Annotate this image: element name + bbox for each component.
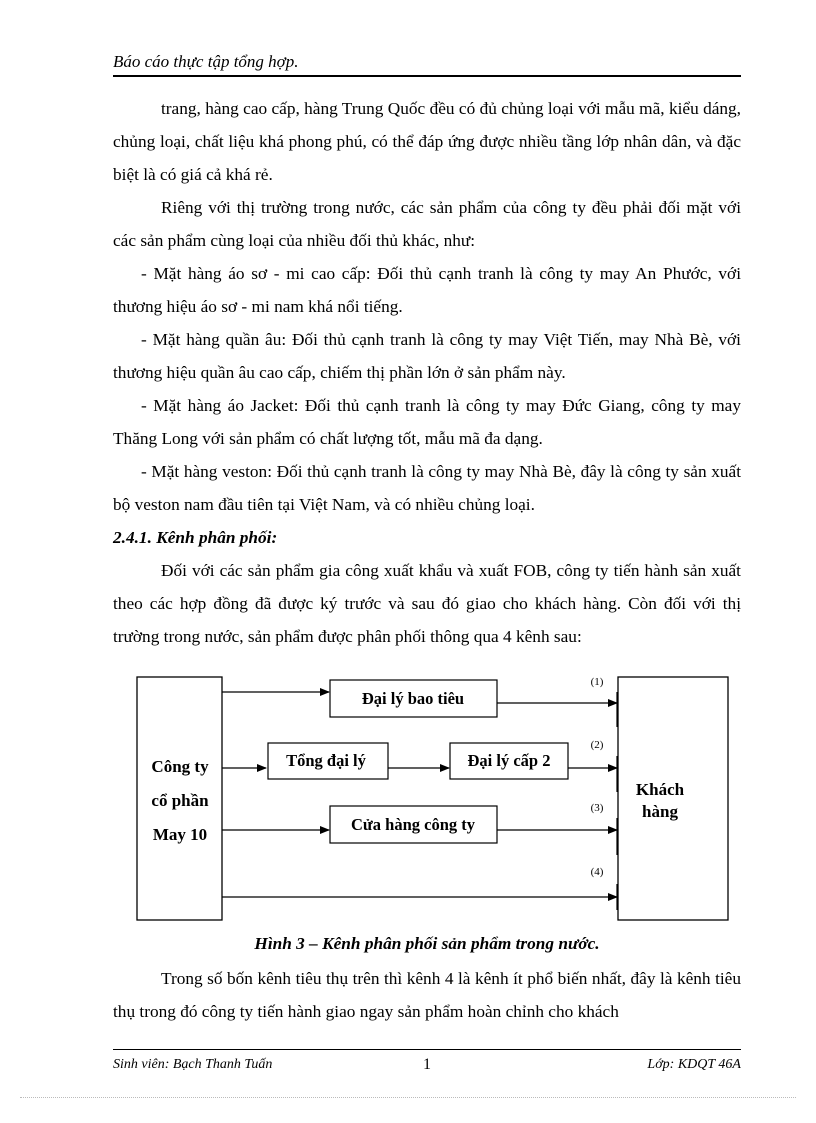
paragraph-continuation: trang, hàng cao cấp, hàng Trung Quốc đều có đủ chủng loại với mẫu mã, kiểu dáng, chủng loại, chất liệu khá phong phú, có thể đáp ứng được nhiều tầng lớp nhân dân, và đặc biệt là có giá cả khá rẻ.: [113, 99, 741, 184]
customer-label-line-2: hàng: [642, 802, 678, 821]
paragraph-domestic-market: Riêng với thị trường trong nước, các sản phẩm của công ty đều phải đối mặt với các sản phẩm cùng loại của nhiều đối thủ khác, như:: [113, 198, 741, 250]
section-heading: 2.4.1. Kênh phân phối:: [113, 528, 278, 547]
body-bottom: [113, 962, 741, 1028]
competitor-jacket: - Mặt hàng áo Jacket: Đối thủ cạnh tranh là công ty may Đức Giang, công ty may Thăng Long với sản phẩm có chất lượng tốt, mẫu mã đa dạng.: [113, 396, 741, 448]
agent-bao-tieu-label: Đại lý bao tiêu: [361, 689, 465, 708]
company-label-line-2: cổ phần: [151, 791, 209, 810]
competitor-trousers: - Mặt hàng quần âu: Đối thủ cạnh tranh là công ty may Việt Tiến, may Nhà Bè, với thương hiệu quần âu cao cấp, chiếm thị phần lớn ở sản phẩm này.: [113, 330, 741, 382]
page-edge-dotted-line: [20, 1097, 796, 1098]
competitor-shirt: - Mặt hàng áo sơ - mi cao cấp: Đối thủ cạnh tranh là công ty may An Phước, với thương hiệu áo sơ - mi nam khá nổi tiếng.: [113, 264, 741, 316]
company-label-line-3: May 10: [152, 825, 208, 844]
class-code: Lớp: KDQT 46A: [647, 1057, 741, 1072]
footer-rule: [113, 1049, 741, 1050]
tong-dai-ly-label: Tổng đại lý: [286, 751, 366, 770]
channel-4-number: (4): [590, 866, 604, 878]
paragraph-channel-4: Trong số bốn kênh tiêu thụ trên thì kênh 4 là kênh ít phổ biến nhất, đây là kênh tiêu thụ trong đó công ty tiến hành giao ngay sản phẩm hoàn chỉnh cho khách: [113, 969, 741, 1021]
customer-label-line-1: Khách: [635, 780, 685, 799]
document-header: Báo cáo thực tập tổng hợp.: [113, 52, 299, 71]
channel-1-number: (1): [590, 676, 604, 688]
cua-hang-label: Cửa hàng công ty: [350, 815, 476, 834]
company-label-line-1: Công ty: [151, 757, 209, 776]
page-number: 1: [423, 1056, 431, 1073]
channel-2-number: (2): [590, 739, 604, 751]
paragraph-channel: Đối với các sản phẩm gia công xuất khẩu và xuất FOB, công ty tiến hành sản xuất theo các hợp đồng đã được ký trước và sau đó giao cho khách hàng. Còn đối với thị trường trong nước, sản phẩm được phân phối thông qua 4 kênh sau:: [113, 561, 741, 646]
document-footer: [113, 1053, 741, 1077]
competitor-veston: - Mặt hàng veston: Đối thủ cạnh tranh là công ty may Nhà Bè, đây là công ty sản xuất bộ veston nam đầu tiên tại Việt Nam, và có nhiều chủng loại.: [113, 462, 741, 514]
dai-ly-cap-2-label: Đại lý cấp 2: [467, 751, 551, 770]
figure-caption: Hình 3 – Kênh phân phối sản phẩm trong nước.: [254, 934, 600, 953]
student-name: Sinh viên: Bạch Thanh Tuấn: [113, 1057, 273, 1072]
channel-3-number: (3): [590, 802, 604, 814]
